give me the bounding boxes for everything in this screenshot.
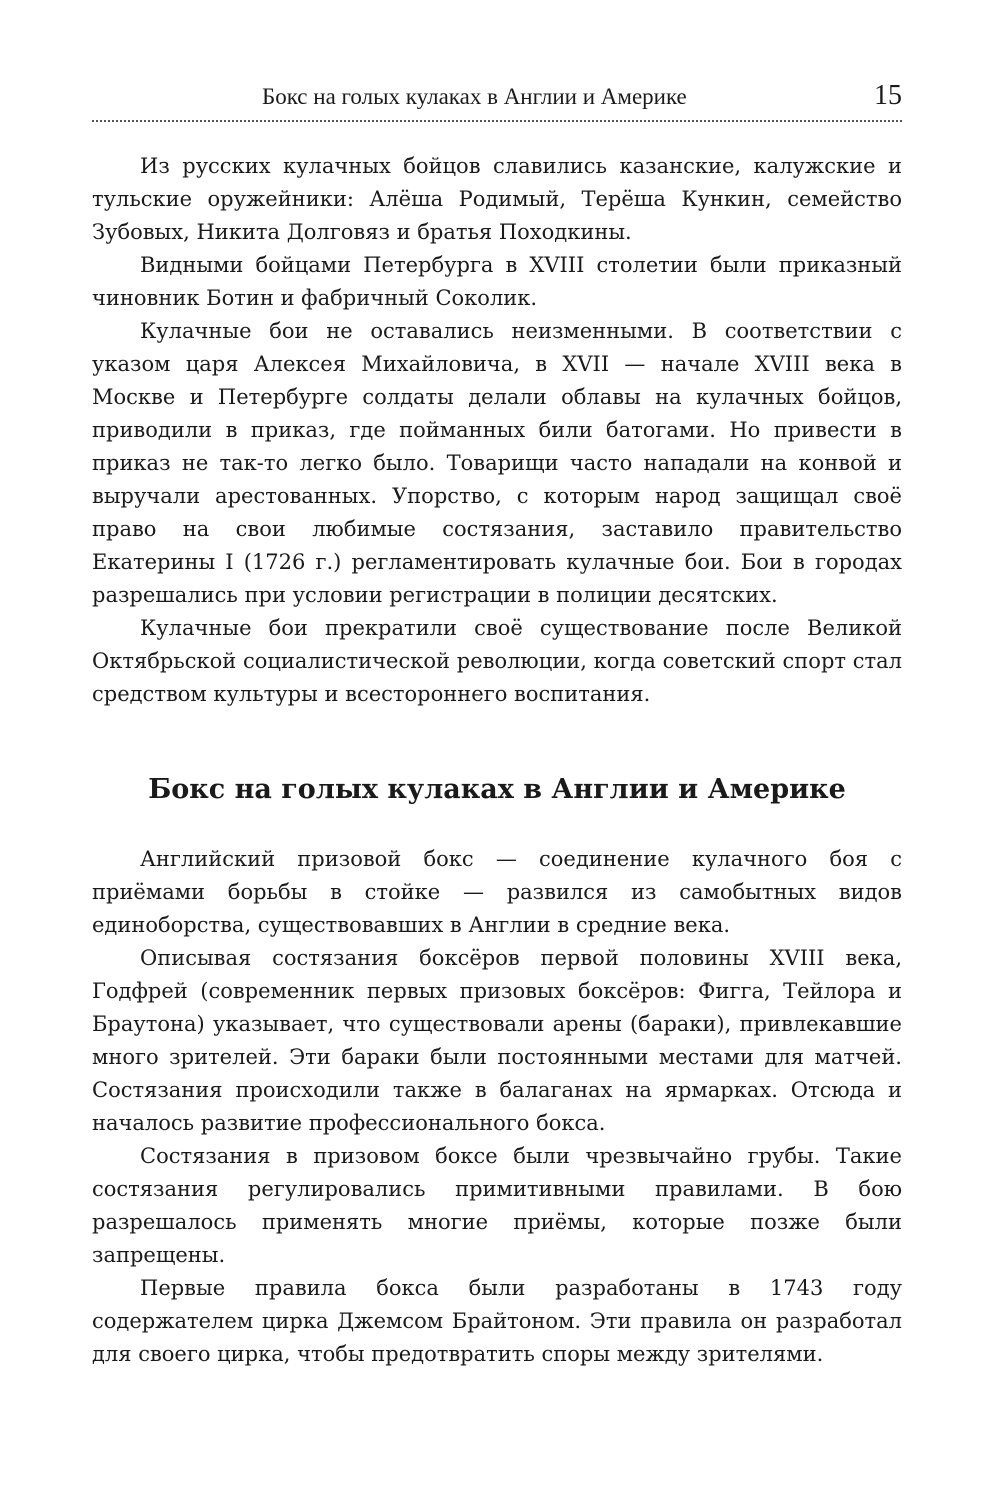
paragraph: Состязания в призовом боксе были чрезвычайно грубы. Такие состязания регулировались примитивными правилами. В бою разрешалось применять многие приёмы, которые позже были запрещены.	[92, 1144, 902, 1267]
paragraph: Кулачные бои прекратили своё существование после Великой Октябрьской социалистической революции, когда советский спорт стал средством культуры и всестороннего воспитания.	[92, 616, 902, 706]
section-text	[92, 843, 902, 1371]
paragraph: Английский призовой бокс — соединение кулачного боя с приёмами борьбы в стойке — развился из самобытных видов единоборства, существовавших в Англии в средние века.	[92, 847, 902, 937]
running-title: Бокс на голых кулаках в Англии и Америке	[262, 84, 687, 109]
paragraph: Описывая состязания боксёров первой половины XVIII века, Годфрей (современник первых призовых боксёров: Фигга, Тейлора и Браутона) указывает, что существовали арены (бараки), привлекавшие много зрителей. Эти бараки были постоянными местами для матчей. Состязания происходили также в балаганах на ярмарках. Отсюда и началось развитие профессионального бокса.	[92, 946, 902, 1135]
section-heading: Бокс на голых кулаках в Англии и Америке	[148, 774, 846, 805]
paragraph: Видными бойцами Петербурга в XVIII столетии были приказный чиновник Ботин и фабричный Соколик.	[92, 253, 902, 310]
paragraph: Из русских кулачных бойцов славились казанские, калужские и тульские оружейники: Алёша Родимый, Терёша Кункин, семейство Зубовых, Никита Долговяз и братья Походкины.	[92, 154, 902, 244]
intro-text	[92, 150, 902, 711]
paragraph: Первые правила бокса были разработаны в 1743 году содержателем цирка Джемсом Брайтоном. Эти правила он разработал для своего цирка, чтобы предотвратить споры между зрителями.	[92, 1276, 902, 1366]
book-page	[92, 80, 902, 1371]
paragraph: Кулачные бои не оставались неизменными. В соответствии с указом царя Алексея Михайловича, в XVII — начале XVIII века в Москве и Петербурге солдаты делали облавы на кулачных бойцов, приводили в приказ, где пойманных били батогами. Но привести в приказ не так-то легко было. Товарищи часто нападали на конвой и выручали арестованных. Упорство, с которым народ защищал своё право на свои любимые состязания, заставило правительство Екатерины I (1726 г.) регламентировать кулачные бои. Бои в городах разрешались при условии регистрации в полиции десятских.	[92, 319, 902, 607]
running-header	[92, 80, 902, 122]
page-number: 15	[874, 80, 902, 111]
